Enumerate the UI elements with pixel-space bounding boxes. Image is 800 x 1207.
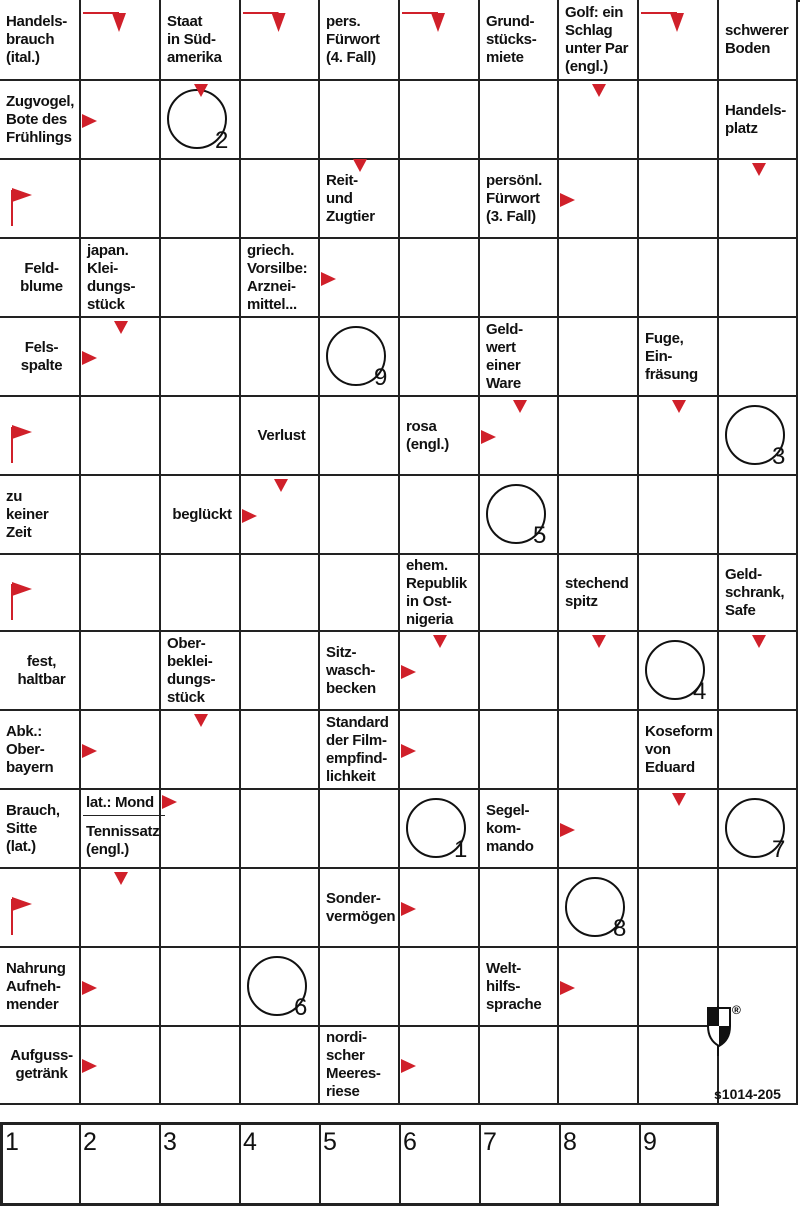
answer-cell[interactable] — [81, 160, 161, 239]
answer-cell[interactable] — [559, 1027, 639, 1105]
solution-cell-number: 1 — [5, 1128, 19, 1156]
clue-line: schrank, — [725, 583, 785, 601]
svg-text:®: ® — [732, 1003, 741, 1017]
answer-cell[interactable] — [559, 239, 639, 318]
clue-arrow-icon — [113, 871, 129, 887]
clue-line: blume — [20, 277, 63, 295]
solution-cell-number: 4 — [243, 1128, 257, 1156]
solution-cell[interactable] — [3, 1125, 81, 1203]
clue-arrow-icon — [81, 350, 99, 366]
clue-line: Brauch, — [6, 801, 60, 819]
clue-stechend — [562, 555, 638, 630]
clue-line: Golf: ein — [565, 3, 624, 21]
clue-arrow-icon — [352, 158, 368, 174]
clue-arrow-icon — [671, 399, 687, 415]
clue-line: von — [645, 740, 671, 758]
clue-arrow-icon — [81, 980, 99, 996]
clue-line: Eduard — [645, 758, 695, 776]
clue-arrow-icon — [400, 1058, 418, 1074]
solution-circle-number: 1 — [454, 836, 468, 863]
clue-line: Geld- — [725, 565, 762, 583]
clue-line: beklei- — [167, 652, 213, 670]
clue-line: getränk — [15, 1065, 68, 1082]
clue-line: pers. — [326, 12, 361, 30]
clue-zugvogel — [3, 81, 80, 158]
solution-cell-number: 8 — [563, 1128, 577, 1156]
clue-arrow-icon — [591, 634, 607, 650]
clue-line: riese — [326, 1083, 360, 1100]
solution-cell-number: 5 — [323, 1128, 337, 1156]
clue-line: spalte — [20, 356, 63, 374]
clue-arrow-icon — [243, 12, 314, 36]
answer-cell[interactable] — [241, 318, 320, 397]
clue-arrow-icon — [751, 634, 767, 650]
answer-cell[interactable] — [400, 948, 480, 1027]
clue-line: haltbar — [17, 670, 66, 688]
clue-line: Reit- — [326, 171, 358, 189]
clue-arrow-icon — [113, 320, 129, 336]
clue-verlust — [244, 397, 319, 474]
clue-line: Abk.: — [6, 722, 43, 740]
answer-cell[interactable] — [400, 239, 480, 318]
solution-cell-number: 9 — [643, 1128, 657, 1156]
answer-cell[interactable] — [719, 318, 798, 397]
clue-arrow-icon — [241, 508, 259, 524]
clue-line: dungs- — [87, 277, 136, 295]
clue-arrow-icon — [400, 664, 418, 680]
clue-arrow-icon — [432, 634, 448, 650]
clue-line: Vorsilbe: — [247, 259, 308, 277]
clue-line: Fuge, — [645, 329, 684, 347]
answer-cell[interactable] — [639, 869, 719, 948]
answer-cell[interactable] — [81, 397, 161, 476]
clue-line: becken — [326, 679, 376, 697]
clue-arrow-icon — [559, 980, 577, 996]
clue-meeresriese — [323, 1027, 399, 1103]
answer-cell[interactable] — [639, 160, 719, 239]
solution-cell[interactable] — [321, 1125, 401, 1203]
answer-cell[interactable] — [480, 555, 559, 632]
clue-line: Zugvogel, — [6, 92, 75, 110]
clue-line: japan. — [87, 241, 129, 259]
answer-cell[interactable] — [719, 476, 798, 555]
clue-line: in Ost- — [406, 592, 452, 610]
clue-line: (engl.) — [565, 57, 608, 75]
clue-oberbekleidung — [164, 632, 240, 709]
clue-arrow-icon — [559, 192, 577, 208]
clue-line: fräsung — [645, 365, 698, 383]
answer-cell[interactable] — [161, 948, 241, 1027]
answer-cell[interactable] — [320, 555, 400, 632]
clue-line: Nahrung — [6, 959, 66, 977]
answer-cell[interactable] — [241, 160, 320, 239]
clue-line: Ober- — [6, 740, 45, 758]
answer-cell[interactable] — [480, 632, 559, 711]
solution-circle-number: 9 — [374, 364, 388, 391]
clue-arrow-icon — [400, 901, 418, 917]
solution-cell[interactable] — [161, 1125, 241, 1203]
clue-line: und — [326, 189, 353, 207]
clue-line: (3. Fall) — [486, 207, 536, 225]
clue-handelsplatz — [722, 81, 797, 158]
clue-arrow-icon — [641, 12, 713, 36]
solution-cell-number: 2 — [83, 1128, 97, 1156]
clue-line: Tennissatz — [86, 823, 160, 840]
clue-segelkommando — [483, 790, 558, 867]
clue-line: Meeres- — [326, 1065, 381, 1082]
answer-cell[interactable] — [559, 318, 639, 397]
clue-line: stück — [87, 295, 125, 313]
answer-cell[interactable] — [161, 1027, 241, 1105]
clue-arrow-icon — [83, 12, 155, 36]
clue-arrow-icon — [81, 1058, 99, 1074]
clue-arrow-icon — [671, 792, 687, 808]
clue-line: (4. Fall) — [326, 48, 376, 66]
clue-line: nordi- — [326, 1029, 367, 1046]
clue-arrow-icon — [193, 83, 209, 99]
clue-welthilfssprache — [483, 948, 558, 1025]
clue-handelsbrauch — [3, 0, 80, 79]
answer-cell[interactable] — [81, 632, 161, 711]
clue-oberbayern — [3, 711, 80, 788]
clue-line: Republik — [406, 574, 467, 592]
clue-line: (engl.) — [86, 841, 129, 858]
publisher-logo-icon — [702, 1000, 750, 1060]
clue-pers-fuerwort-4 — [323, 0, 399, 79]
clue-vorsilbe — [244, 239, 319, 316]
clue-line: Schlag — [565, 21, 613, 39]
clue-line: (engl.) — [406, 435, 449, 453]
clue-line: nigeria — [406, 610, 454, 628]
clue-line: fest, — [26, 652, 57, 670]
answer-cell[interactable] — [480, 1027, 559, 1105]
clue-line: spitz — [565, 592, 598, 610]
clue-line: brauch — [6, 30, 55, 48]
clue-nahrung — [3, 948, 80, 1025]
answer-cell[interactable] — [559, 397, 639, 476]
clue-arrow-icon — [591, 83, 607, 99]
answer-cell[interactable] — [241, 555, 320, 632]
clue-line: Fürwort — [486, 189, 540, 207]
clue-line: Segel- — [486, 801, 530, 819]
answer-cell[interactable] — [559, 711, 639, 790]
clue-arrow-icon — [81, 113, 99, 129]
answer-cell[interactable] — [400, 318, 480, 397]
clue-line: lichkeit — [326, 767, 376, 785]
clue-line: beglückt — [172, 505, 232, 523]
clue-line: zu — [6, 487, 23, 505]
clue-line: Bote des — [6, 110, 67, 128]
answer-cell[interactable] — [320, 476, 400, 555]
clue-arrow-icon — [559, 822, 577, 838]
clue-kleidungsstueck — [84, 239, 160, 316]
answer-cell[interactable] — [719, 869, 798, 948]
answer-cell[interactable] — [161, 318, 241, 397]
solution-cell-number: 6 — [403, 1128, 417, 1156]
clue-felsspalte — [3, 318, 80, 395]
solution-circle-number: 5 — [533, 522, 547, 549]
clue-line: Sitte — [6, 819, 38, 837]
clue-arrow-icon — [161, 794, 179, 810]
clue-arrow-icon — [480, 429, 498, 445]
clue-schwerer-boden — [722, 0, 797, 79]
solution-cell[interactable] — [561, 1125, 641, 1203]
clue-aufgussgetraenk — [3, 1027, 80, 1103]
solution-circle-number: 3 — [772, 443, 786, 470]
clue-line: stück — [167, 688, 205, 706]
answer-cell[interactable] — [400, 160, 480, 239]
clue-line: Boden — [725, 39, 771, 57]
answer-cell[interactable] — [480, 711, 559, 790]
solution-cell[interactable] — [81, 1125, 161, 1203]
clue-sitzwaschbecken — [323, 632, 399, 709]
clue-line: mender — [6, 995, 59, 1013]
answer-cell[interactable] — [161, 869, 241, 948]
clue-line: Arznei- — [247, 277, 296, 295]
clue-arrow-icon — [320, 271, 338, 287]
clue-line: Verlust — [257, 426, 306, 444]
clue-line: Aufneh- — [6, 977, 61, 995]
answer-cell[interactable] — [161, 239, 241, 318]
solution-row — [0, 1122, 719, 1206]
clue-line: vermögen — [326, 907, 396, 925]
clue-arrow-icon — [273, 478, 289, 494]
clue-line: amerika — [167, 48, 222, 66]
clue-line: Frühlings — [6, 128, 72, 146]
answer-cell[interactable] — [320, 81, 400, 160]
clue-geldschrank — [722, 555, 797, 630]
clue-arrow-icon — [193, 713, 209, 729]
clue-line: wasch- — [326, 661, 376, 679]
clue-line: Aufguss- — [10, 1047, 73, 1064]
answer-cell[interactable] — [241, 632, 320, 711]
clue-republik — [403, 555, 479, 630]
clue-arrow-icon — [10, 580, 36, 620]
answer-cell[interactable] — [161, 397, 241, 476]
solution-circle-number: 4 — [693, 678, 707, 705]
clue-line: persönl. — [486, 171, 542, 189]
clue-line: empfind- — [326, 749, 387, 767]
clue-line: Grund- — [486, 12, 535, 30]
clue-line: dungs- — [167, 670, 216, 688]
solution-circle-number: 6 — [294, 994, 308, 1021]
clue-fuge — [642, 318, 718, 395]
clue-begluckt — [164, 476, 240, 553]
answer-cell[interactable] — [241, 711, 320, 790]
clue-arrow-icon — [402, 12, 474, 36]
answer-cell[interactable] — [480, 869, 559, 948]
clue-line: Handels- — [6, 12, 67, 30]
clue-line: Sitz- — [326, 643, 357, 661]
clue-arrow-icon — [751, 162, 767, 178]
clue-line: lat.: Mond — [86, 793, 154, 811]
clue-line: schwerer — [725, 21, 789, 39]
clue-line: der Film- — [326, 731, 387, 749]
solution-cell[interactable] — [481, 1125, 561, 1203]
clue-line: Welt- — [486, 959, 521, 977]
clue-line: Standard — [326, 713, 389, 731]
clue-line: unter Par — [565, 39, 629, 57]
solution-cell-number: 7 — [483, 1128, 497, 1156]
clue-line: mittel... — [247, 295, 297, 313]
clue-arrow-icon — [10, 186, 36, 226]
clue-line: Fels- — [24, 338, 59, 356]
answer-cell[interactable] — [639, 239, 719, 318]
clue-arrow-icon — [81, 743, 99, 759]
clue-line: stücks- — [486, 30, 537, 48]
clue-line: kom- — [486, 819, 521, 837]
answer-cell[interactable] — [320, 948, 400, 1027]
clue-line: Ein- — [645, 347, 673, 365]
clue-line: mando — [486, 837, 534, 855]
clue-arrow-icon — [10, 895, 36, 935]
clue-golf — [562, 0, 638, 79]
clue-line: Zeit — [6, 523, 32, 541]
clue-line: platz — [725, 119, 758, 137]
answer-cell[interactable] — [241, 1027, 320, 1105]
clue-line: Zugtier — [326, 207, 375, 225]
answer-cell[interactable] — [639, 81, 719, 160]
answer-cell[interactable] — [241, 869, 320, 948]
clue-line: (lat.) — [6, 837, 36, 855]
answer-cell[interactable] — [81, 555, 161, 632]
answer-cell[interactable] — [480, 239, 559, 318]
clue-eduard — [642, 711, 718, 788]
clue-line: wert — [486, 338, 516, 356]
answer-cell[interactable] — [559, 476, 639, 555]
answer-cell[interactable] — [719, 239, 798, 318]
clue-mond — [83, 790, 165, 816]
clue-feldblume — [3, 239, 80, 316]
clue-sondervermoegen — [323, 869, 399, 946]
clue-staat — [164, 0, 240, 79]
clue-line: Ware — [486, 374, 521, 392]
clue-zu-keiner-zeit — [3, 476, 80, 553]
clue-pers-fuerwort-3 — [483, 160, 558, 237]
clue-line: keiner — [6, 505, 49, 523]
answer-cell[interactable] — [639, 555, 719, 632]
solution-cell[interactable] — [401, 1125, 481, 1203]
clue-line: griech. — [247, 241, 295, 259]
answer-cell[interactable] — [320, 790, 400, 869]
clue-line: (ital.) — [6, 48, 40, 66]
puzzle-code: s1014-205 — [714, 1086, 781, 1102]
answer-cell[interactable] — [400, 476, 480, 555]
solution-circle-number: 7 — [772, 836, 786, 863]
clue-line: Feld- — [24, 259, 59, 277]
solution-cell[interactable] — [241, 1125, 321, 1203]
solution-cell-number: 3 — [163, 1128, 177, 1156]
answer-cell[interactable] — [241, 790, 320, 869]
answer-cell[interactable] — [639, 476, 719, 555]
answer-cell[interactable] — [719, 711, 798, 790]
clue-line: Klei- — [87, 259, 119, 277]
clue-line: in Süd- — [167, 30, 216, 48]
answer-cell[interactable] — [161, 160, 241, 239]
clue-rosa — [403, 397, 479, 474]
solution-circle-number: 8 — [613, 915, 627, 942]
clue-line: stechend — [565, 574, 629, 592]
clue-geldwert — [483, 318, 558, 395]
clue-line: Sonder- — [326, 889, 381, 907]
clue-fest — [3, 632, 80, 709]
clue-line: einer — [486, 356, 521, 374]
clue-line: Safe — [725, 601, 756, 619]
clue-line: Koseform — [645, 722, 713, 740]
clue-line: bayern — [6, 758, 54, 776]
clue-arrow-icon — [512, 399, 528, 415]
clue-brauch — [3, 790, 80, 867]
clue-line: ehem. — [406, 556, 448, 574]
clue-line: miete — [486, 48, 524, 66]
clue-arrow-icon — [400, 743, 418, 759]
clue-tennissatz — [83, 818, 163, 864]
clue-line: scher — [326, 1047, 365, 1064]
clue-line: Staat — [167, 12, 203, 30]
solution-circle-number: 2 — [215, 127, 229, 154]
solution-cell[interactable] — [641, 1125, 719, 1203]
clue-line: rosa — [406, 417, 437, 435]
clue-filmempfindlichkeit — [323, 711, 399, 788]
answer-cell[interactable] — [81, 476, 161, 555]
clue-line: hilfs- — [486, 977, 521, 995]
clue-line: sprache — [486, 995, 542, 1013]
clue-line: Geld- — [486, 320, 523, 338]
answer-cell[interactable] — [400, 81, 480, 160]
clue-line: Fürwort — [326, 30, 380, 48]
clue-arrow-icon — [10, 423, 36, 463]
answer-cell[interactable] — [161, 555, 241, 632]
clue-grundstuecksmiete — [483, 0, 558, 79]
answer-cell[interactable] — [480, 81, 559, 160]
clue-line: Ober- — [167, 634, 206, 652]
answer-cell[interactable] — [241, 81, 320, 160]
answer-cell[interactable] — [320, 397, 400, 476]
clue-line: Handels- — [725, 101, 786, 119]
